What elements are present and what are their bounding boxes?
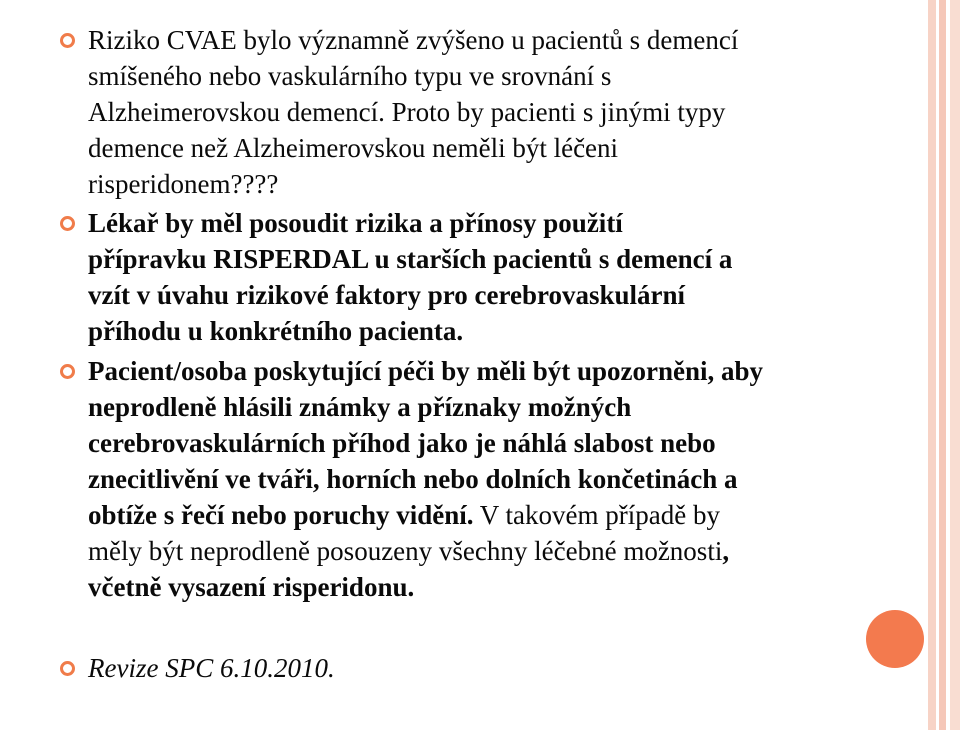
decorative-stripe: [928, 0, 936, 730]
decorative-circle: [866, 610, 924, 668]
text-line: Riziko CVAE bylo významně zvýšeno u pacientů s demencí: [88, 25, 739, 55]
ring-bullet-icon: [60, 364, 75, 379]
bold-span: obtíže s řečí nebo poruchy vidění.: [88, 500, 474, 530]
text-line: včetně vysazení risperidonu.: [88, 572, 415, 602]
text-line: neprodleně hlásili známky a příznaky možných: [88, 392, 632, 422]
decorative-stripe: [939, 0, 946, 730]
bold-span: ,: [722, 536, 730, 566]
text-line: přípravku RISPERDAL u starších pacientů s demencí a: [88, 244, 733, 274]
ring-bullet-icon: [60, 33, 75, 48]
text-line: Lékař by měl posoudit rizika a přínosy použití: [88, 208, 623, 238]
bullet-item-risk: [58, 22, 908, 202]
revision-text: Revize SPC 6.10.2010.: [88, 653, 335, 683]
ring-bullet-icon: [60, 661, 75, 676]
ring-bullet-icon: [60, 216, 75, 231]
text-line: demence než Alzheimerovskou neměli být léčeni: [88, 133, 619, 163]
bullet-item-patient-warning: [58, 353, 908, 605]
regular-span: měly být neprodleně posouzeny všechny léčebné možnosti: [88, 536, 723, 566]
bullet-item-physician: [58, 205, 908, 349]
decorative-stripe: [950, 0, 960, 730]
bullet-item-revision: [58, 650, 335, 686]
text-line: příhodu u konkrétního pacienta.: [88, 316, 464, 346]
regular-span: V takovém případě by: [473, 500, 720, 530]
text-line: vzít v úvahu rizikové faktory pro cerebrovaskulární: [88, 280, 685, 310]
text-line: [88, 497, 908, 533]
text-line: smíšeného nebo vaskulárního typu ve srovnání s: [88, 61, 612, 91]
text-line: cerebrovaskulárních příhod jako je náhlá slabost nebo: [88, 428, 716, 458]
text-line: Alzheimerovskou demencí. Proto by pacienti s jinými typy: [88, 97, 726, 127]
text-line: Pacient/osoba poskytující péči by měli být upozorněni, aby: [88, 356, 764, 386]
slide-bullet-list: [58, 22, 908, 683]
text-line: risperidonem????: [88, 169, 279, 199]
text-line: znecitlivění ve tváři, horních nebo dolních končetinách a: [88, 464, 738, 494]
text-line: [88, 533, 908, 569]
